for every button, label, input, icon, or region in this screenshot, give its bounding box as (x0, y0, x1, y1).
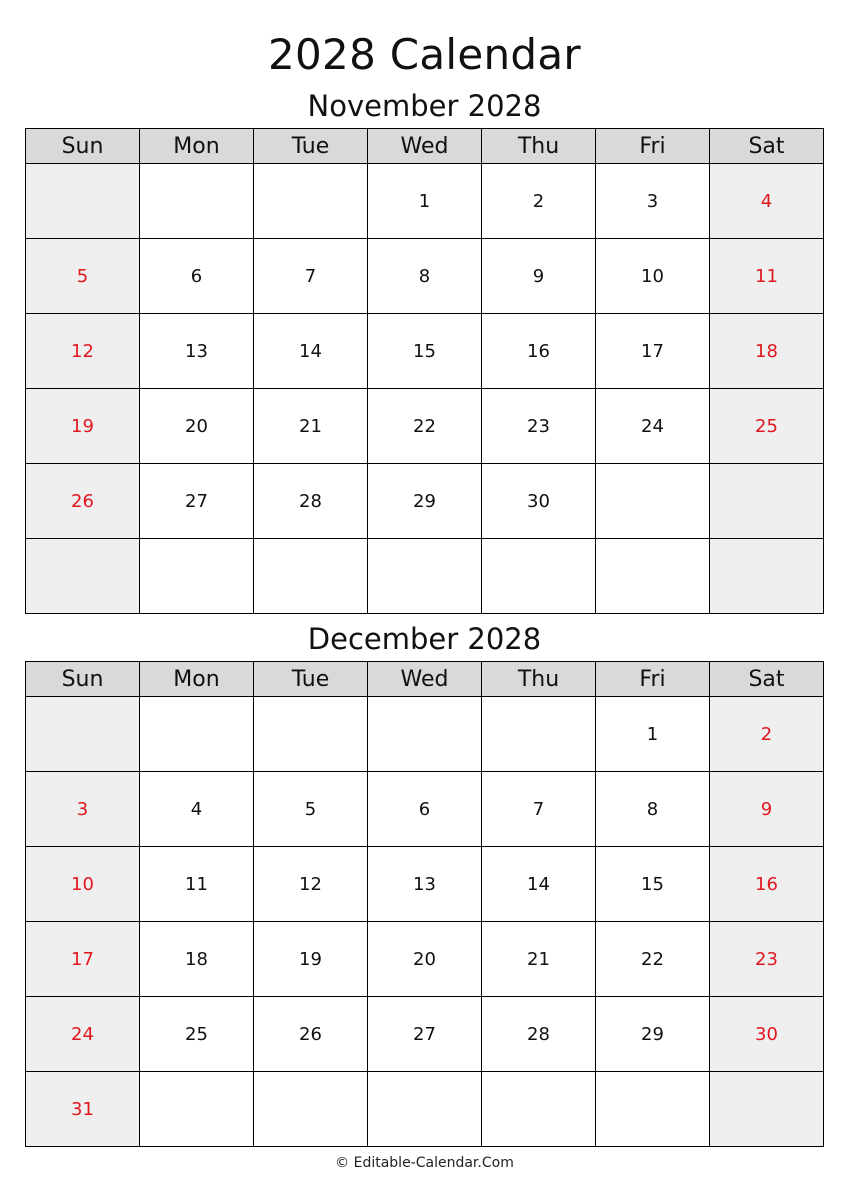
empty-day-cell (140, 164, 254, 239)
empty-day-cell (254, 1072, 368, 1147)
empty-day-cell (26, 697, 140, 772)
day-cell: 29 (368, 464, 482, 539)
month-title-december: December 2028 (307, 622, 542, 656)
week-row (26, 164, 824, 239)
empty-day-cell (254, 164, 368, 239)
day-cell: 3 (26, 772, 140, 847)
weekday-header-sun: Sun (26, 662, 140, 697)
empty-day-cell (26, 164, 140, 239)
day-cell: 1 (368, 164, 482, 239)
day-cell: 7 (254, 239, 368, 314)
day-cell: 7 (482, 772, 596, 847)
week-row (26, 772, 824, 847)
day-cell: 4 (710, 164, 824, 239)
weekday-header-tue: Tue (254, 662, 368, 697)
weekday-header-row (26, 662, 824, 697)
day-cell: 26 (26, 464, 140, 539)
weekday-header-sun: Sun (26, 129, 140, 164)
day-cell: 30 (482, 464, 596, 539)
empty-day-cell (482, 697, 596, 772)
weekday-header-row (26, 129, 824, 164)
day-cell: 22 (596, 922, 710, 997)
day-cell: 18 (140, 922, 254, 997)
day-cell: 16 (710, 847, 824, 922)
day-cell: 27 (140, 464, 254, 539)
day-cell: 11 (710, 239, 824, 314)
day-cell: 21 (482, 922, 596, 997)
day-cell: 6 (368, 772, 482, 847)
calendar-grid-december (25, 661, 824, 1147)
day-cell: 8 (368, 239, 482, 314)
day-cell: 12 (254, 847, 368, 922)
weekday-header-fri: Fri (596, 129, 710, 164)
day-cell: 27 (368, 997, 482, 1072)
day-cell: 9 (710, 772, 824, 847)
day-cell: 19 (254, 922, 368, 997)
empty-day-cell (140, 539, 254, 614)
empty-day-cell (596, 1072, 710, 1147)
day-cell: 29 (596, 997, 710, 1072)
empty-day-cell (596, 539, 710, 614)
day-cell: 11 (140, 847, 254, 922)
day-cell: 4 (140, 772, 254, 847)
week-row (26, 697, 824, 772)
day-cell: 20 (368, 922, 482, 997)
empty-day-cell (254, 697, 368, 772)
day-cell: 15 (368, 314, 482, 389)
day-cell: 21 (254, 389, 368, 464)
week-row (26, 314, 824, 389)
weekday-header-wed: Wed (368, 662, 482, 697)
weekday-header-thu: Thu (482, 662, 596, 697)
week-row (26, 464, 824, 539)
day-cell: 6 (140, 239, 254, 314)
day-cell: 2 (482, 164, 596, 239)
empty-day-cell (710, 539, 824, 614)
weekday-header-wed: Wed (368, 129, 482, 164)
empty-day-cell (140, 697, 254, 772)
day-cell: 25 (140, 997, 254, 1072)
day-cell: 13 (140, 314, 254, 389)
empty-day-cell (482, 539, 596, 614)
week-row (26, 239, 824, 314)
day-cell: 1 (596, 697, 710, 772)
empty-day-cell (368, 1072, 482, 1147)
weekday-header-thu: Thu (482, 129, 596, 164)
weekday-header-sat: Sat (710, 129, 824, 164)
weekday-header-mon: Mon (140, 129, 254, 164)
day-cell: 14 (482, 847, 596, 922)
day-cell: 20 (140, 389, 254, 464)
page-title: 2028 Calendar (268, 30, 581, 79)
day-cell: 12 (26, 314, 140, 389)
day-cell: 24 (26, 997, 140, 1072)
day-cell: 10 (26, 847, 140, 922)
day-cell: 31 (26, 1072, 140, 1147)
day-cell: 10 (596, 239, 710, 314)
weekday-header-mon: Mon (140, 662, 254, 697)
empty-day-cell (140, 1072, 254, 1147)
day-cell: 17 (596, 314, 710, 389)
day-cell: 24 (596, 389, 710, 464)
empty-day-cell (26, 539, 140, 614)
empty-day-cell (710, 464, 824, 539)
empty-day-cell (710, 1072, 824, 1147)
day-cell: 28 (254, 464, 368, 539)
empty-day-cell (482, 1072, 596, 1147)
empty-day-cell (368, 539, 482, 614)
empty-day-cell (368, 697, 482, 772)
day-cell: 30 (710, 997, 824, 1072)
day-cell: 17 (26, 922, 140, 997)
weekday-header-sat: Sat (710, 662, 824, 697)
empty-day-cell (254, 539, 368, 614)
day-cell: 3 (596, 164, 710, 239)
day-cell: 15 (596, 847, 710, 922)
week-row (26, 1072, 824, 1147)
month-title-november: November 2028 (307, 89, 542, 123)
day-cell: 22 (368, 389, 482, 464)
weekday-header-tue: Tue (254, 129, 368, 164)
week-row (26, 847, 824, 922)
day-cell: 19 (26, 389, 140, 464)
day-cell: 8 (596, 772, 710, 847)
day-cell: 23 (710, 922, 824, 997)
day-cell: 26 (254, 997, 368, 1072)
weekday-header-fri: Fri (596, 662, 710, 697)
day-cell: 9 (482, 239, 596, 314)
calendar-grid-november (25, 128, 824, 614)
day-cell: 23 (482, 389, 596, 464)
day-cell: 5 (26, 239, 140, 314)
week-row (26, 922, 824, 997)
day-cell: 5 (254, 772, 368, 847)
empty-day-cell (596, 464, 710, 539)
footer-credit: © Editable-Calendar.Com (335, 1155, 514, 1171)
week-row (26, 997, 824, 1072)
day-cell: 14 (254, 314, 368, 389)
day-cell: 16 (482, 314, 596, 389)
day-cell: 25 (710, 389, 824, 464)
week-row (26, 389, 824, 464)
week-row (26, 539, 824, 614)
day-cell: 2 (710, 697, 824, 772)
day-cell: 13 (368, 847, 482, 922)
day-cell: 28 (482, 997, 596, 1072)
day-cell: 18 (710, 314, 824, 389)
